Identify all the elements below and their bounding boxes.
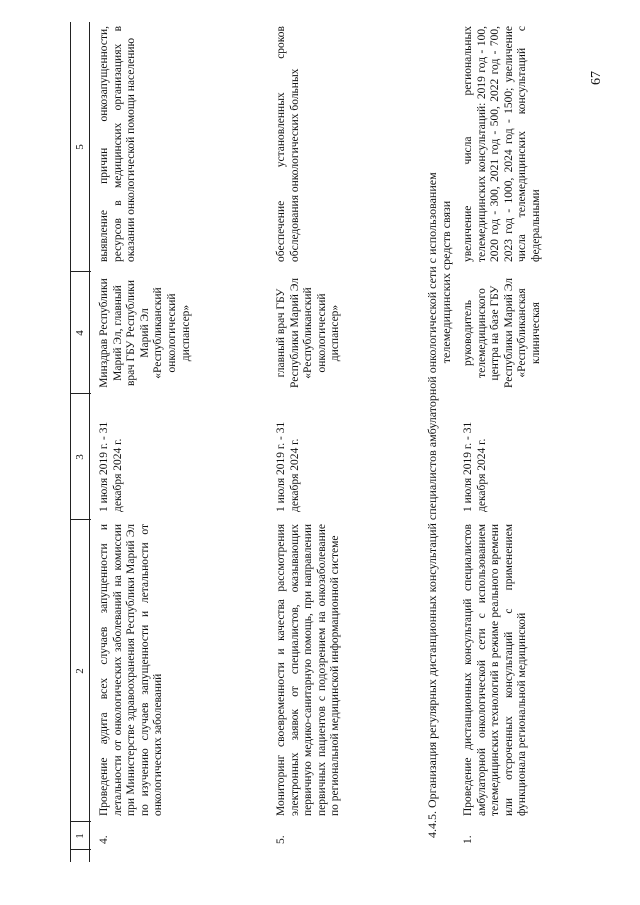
header-col-1: 1 [74, 833, 86, 839]
table-header-row [70, 22, 90, 862]
row-period: 1 июля 2019 г. - 31 декабря 2024 г. [98, 421, 124, 512]
row-responsible: главный врач ГБУ Республики Марий Эл «Республиканский онкологический диспансер» [275, 278, 342, 389]
row-period: 1 июля 2019 г. - 31 декабря 2024 г. [462, 421, 488, 512]
row-responsible: Минздрав Республики Марий Эл, главный врач ГБУ Республики Марий Эл «Республиканский онкологический диспансер» [98, 278, 192, 388]
row-activity: Мониторинг своевременности и качества рассмотрения электронных заявок от специалистов, оказывающих первичную медико-санитарную помощь, при направлении первичных пациентов с подозрением на онкозаболевание по региональной медицинской информационной системе [275, 524, 342, 816]
row-result: увеличение числа региональных телемедицинских консультаций: 2019 год - 100, 2020 год - 300, 2021 год - 500, 2022 год - 700, 2023 год - 1000, 2024 год - 1500; увеличение числа телемедицинских консультаций с федеральными [462, 26, 542, 262]
row-number: 4. [98, 835, 110, 844]
page-number: 67 [589, 71, 604, 85]
row-number: 1. [462, 835, 474, 844]
row-activity: Проведение дистанционных консультаций специалистов амбулаторной онкологической сети с использованием телемедицинских технологий в режиме реального времени или отсроченных консультаций с применением функционала региональной медицинской [462, 524, 529, 816]
section-title: 4.4.5. Организация регулярных дистанционных консультаций специалистов амбулаторной онкологической сети с использованием [425, 172, 439, 838]
header-col-5: 5 [74, 144, 86, 150]
header-col-3: 3 [74, 454, 86, 460]
row-responsible: руководитель телемедицинского центра на базе ГБУ Республики Марий Эл «Республиканская клиническая [462, 278, 542, 389]
header-col-2: 2 [74, 668, 86, 674]
section-title-continued: телемедицинских средств связи [439, 200, 453, 364]
header-col-4: 4 [74, 330, 86, 336]
row-activity: Проведение аудита всех случаев запущенности и летальности от онкологических заболеваний на комиссии при Министерстве здравоохранения Республики Марий Эл по изучению случаев запущенности и летальности от онкологических заболеваний [98, 524, 165, 816]
row-result: обеспечение установленных сроков обследования онкологических больных [275, 26, 301, 262]
row-result: выявление причин онкозапущенности, ресурсов в медицинских организациях в оказании онкологической помощи населению [98, 26, 138, 262]
rotated-table [70, 22, 610, 862]
row-period: 1 июля 2019 г. - 31 декабря 2024 г. [275, 421, 301, 512]
row-number: 5. [275, 835, 287, 844]
